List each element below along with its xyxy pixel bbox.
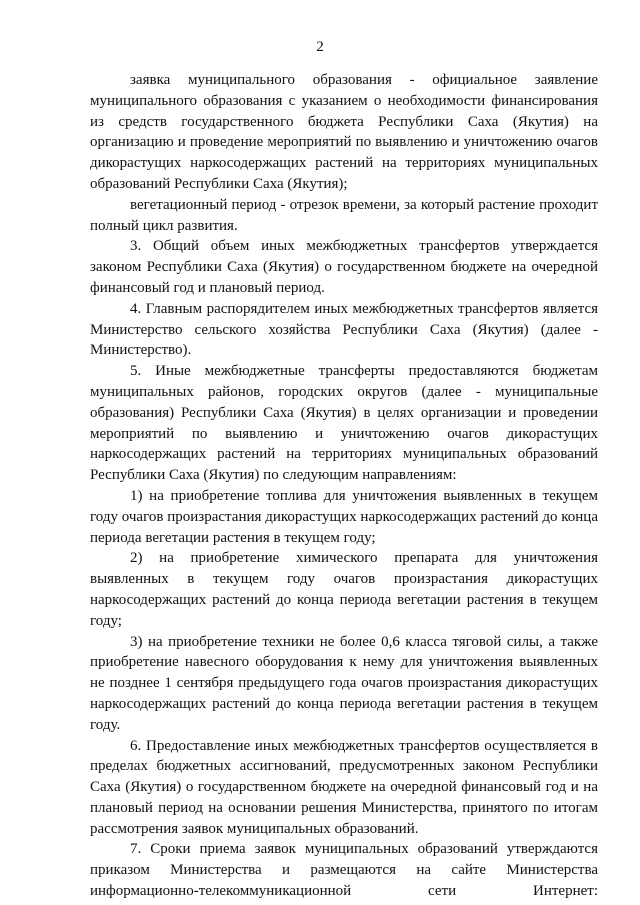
paragraph-clause-3: 3. Общий объем иных межбюджетных трансфертов утверждается законом Республики Саха (Якутия) о государственном бюджете на очередной финансовый год и плановый период. — [90, 238, 598, 296]
paragraph-item-2: 2) на приобретение химического препарата для уничтожения выявленных в текущем году очагов произрастания дикорастущих наркосодержащих растений до конца периода вегетации растения в текущем году; — [90, 550, 598, 629]
paragraph-definition-application: заявка муниципального образования - официальное заявление муниципального образования с указанием о необходимости финансирования из средств государственного бюджета Республики Саха (Якутия) на организацию и проведение мероприятий по выявлению и уничтожению очагов дикорастущих наркосодержащих растений на территориях муниципальных образований Республики Саха (Якутия); — [90, 72, 598, 192]
document-body — [90, 70, 598, 902]
paragraph-item-1: 1) на приобретение топлива для уничтожения выявленных в текущем году очагов произрастания дикорастущих наркосодержащих растений до конца периода вегетации растения в текущем году; — [90, 487, 598, 546]
paragraph-definition-vegetation-period: вегетационный период - отрезок времени, за который растение проходит полный цикл развития. — [90, 196, 598, 234]
paragraph-clause-4: 4. Главным распорядителем иных межбюджетных трансфертов является Министерство сельского хозяйства Республики Саха (Якутия) (далее - Министерство). — [90, 300, 598, 359]
paragraph-clause-6: 6. Предоставление иных межбюджетных трансфертов осуществляется в пределах бюджетных ассигнований, предусмотренных законом Республики Саха (Якутия) о государственном бюджете на очередной финансовый год и на плановый период на основании решения Министерства, принятого по итогам рассмотрения заявок муниципальных образований. — [90, 737, 598, 837]
paragraph-clause-5: 5. Иные межбюджетные трансферты предоставляются бюджетам муниципальных районов, городских округов (далее - муниципальные образования) Республики Саха (Якутия) в целях организации и проведении мероприятий по выявлению и уничтожению очагов дикорастущих наркосодержащих растений на территориях муниципальных образований Республики Саха (Якутия) по следующим направлениям: — [90, 363, 598, 484]
paragraph-clause-7: 7. Сроки приема заявок муниципальных образований утверждаются приказом Министерства и размещаются на сайте Министерства информационно-телекоммуникационной сети Интернет: — [90, 841, 598, 900]
paragraph-item-3: 3) на приобретение техники не более 0,6 класса тяговой силы, а также приобретение навесного оборудования к нему для уничтожения выявленных не позднее 1 сентября предыдущего года очагов произрастания дикорастущих наркосодержащих растений до конца периода вегетации растения в текущем году. — [90, 633, 598, 733]
page-number: 2 — [316, 39, 324, 55]
